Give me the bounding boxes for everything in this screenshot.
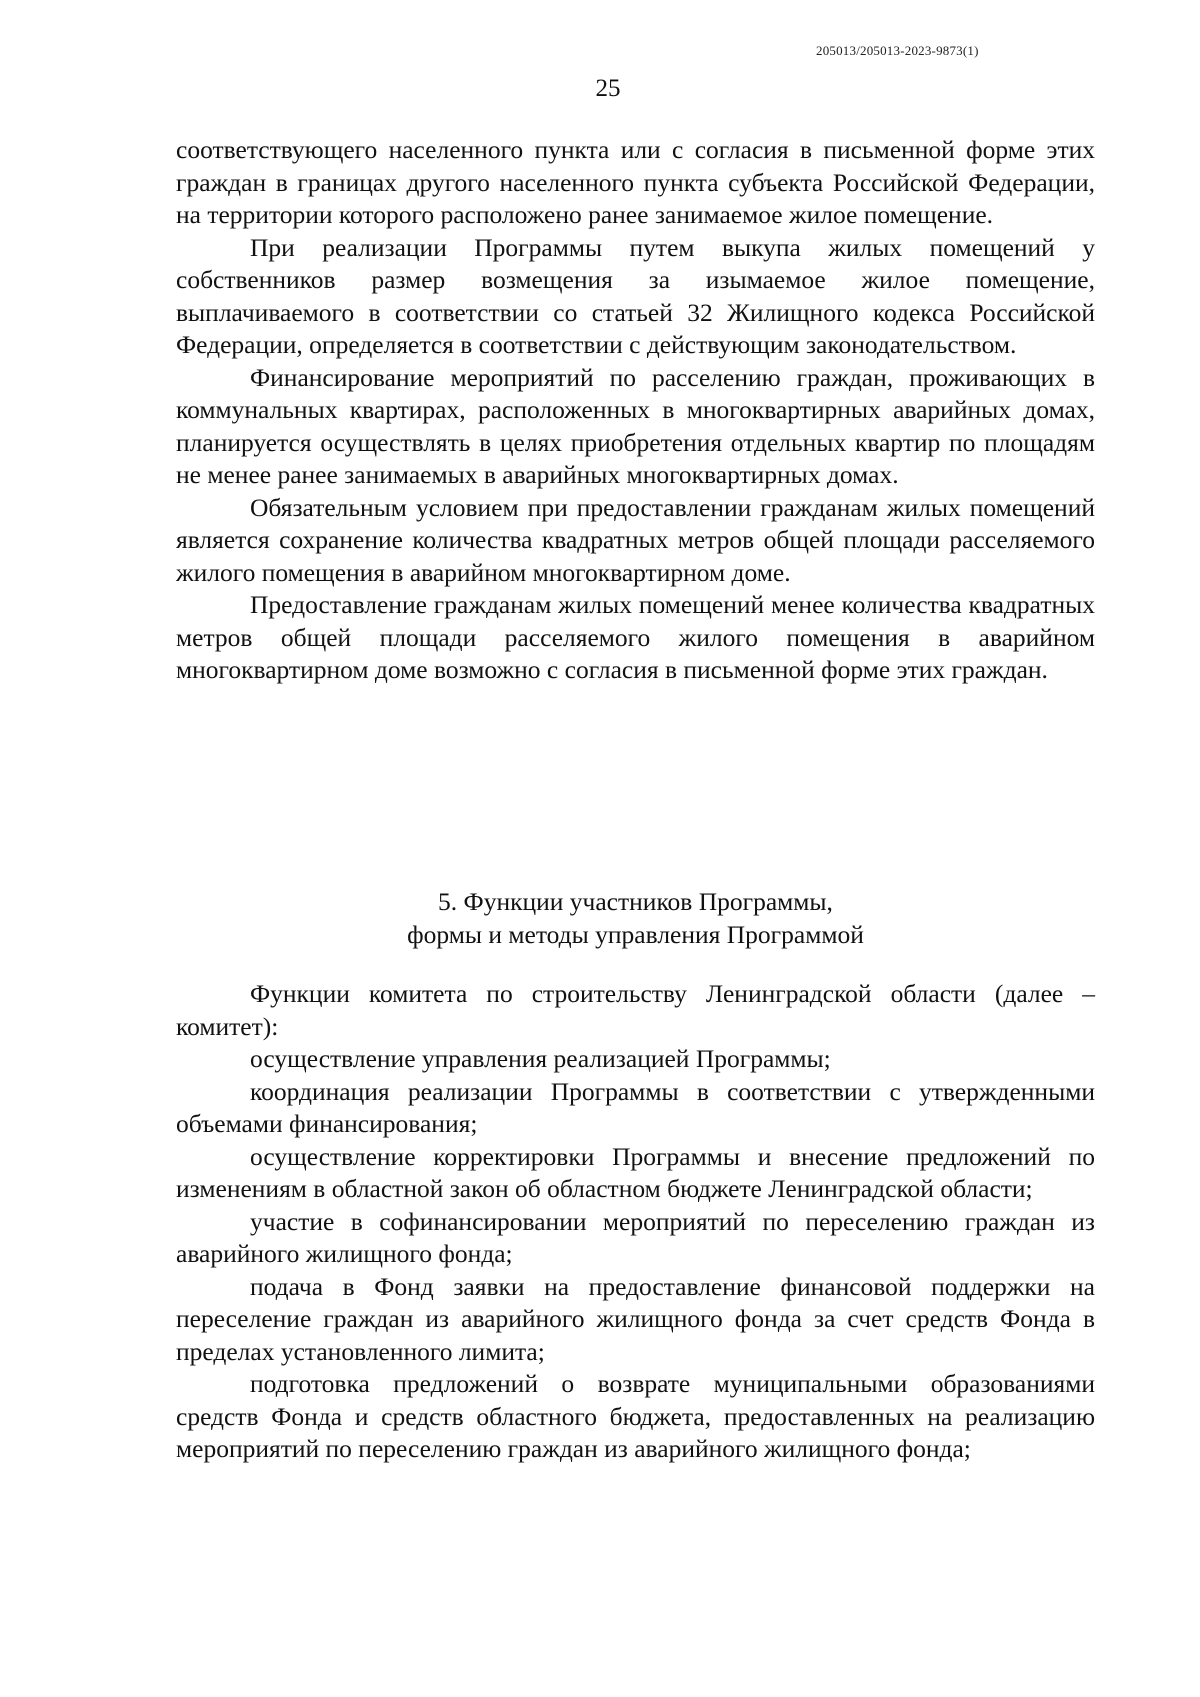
- page-number: 25: [595, 75, 621, 102]
- section-4-continuation: [176, 134, 1095, 687]
- paragraph: соответствующего населенного пункта или с согласия в письменной форме этих граждан в границах другого населенного пункта субъекта Российской Федерации, на территории которого расположено ранее занимаемое жилое помещение.: [176, 135, 1095, 229]
- paragraph: осуществление корректировки Программы и внесение предложений по изменениям в областной закон об областном бюджете Ленинградской области;: [176, 1141, 1095, 1203]
- paragraph: Финансирование мероприятий по расселению граждан, проживающих в коммунальных квартирах, расположенных в многоквартирных аварийных домах, планируется осуществлять в целях приобретения отдельных квартир по площадям не менее ранее занимаемых в аварийных многоквартирных домах.: [176, 362, 1095, 489]
- paragraph: Функции комитета по строительству Ленинградской области (далее – комитет):: [176, 979, 1095, 1041]
- paragraph: подготовка предложений о возврате муниципальными образованиями средств Фонда и средств областного бюджета, предоставленных на реализацию мероприятий по переселению граждан из аварийного жилищного фонда;: [176, 1369, 1095, 1463]
- section-5-heading: [176, 886, 1095, 951]
- paragraph: участие в софинансировании мероприятий по переселению граждан из аварийного жилищного фонда;: [176, 1206, 1095, 1268]
- heading-line: формы и методы управления Программой: [407, 919, 864, 949]
- paragraph: координация реализации Программы в соответствии с утвержденными объемами финансирования;: [176, 1076, 1095, 1138]
- paragraph: осуществление управления реализацией Программы;: [250, 1044, 831, 1073]
- paragraph: подача в Фонд заявки на предоставление финансовой поддержки на переселение граждан из аварийного жилищного фонда за счет средств Фонда в пределах установленного лимита;: [176, 1271, 1095, 1366]
- paragraph: При реализации Программы путем выкупа жилых помещений у собственников размер возмещения за изымаемое жилое помещение, выплачиваемого в соответствии со статьей 32 Жилищного кодекса Российской Федерации, определяется в соответствии с действующим законодательством.: [176, 232, 1095, 359]
- heading-line: 5. Функции участников Программы,: [438, 887, 833, 916]
- paragraph: Предоставление гражданам жилых помещений менее количества квадратных метров общей площади расселяемого жилого помещения в аварийном многоквартирном доме возможно с согласия в письменной форме этих граждан.: [176, 590, 1095, 684]
- section-5-body: [176, 978, 1095, 1466]
- paragraph: Обязательным условием при предоставлении гражданам жилых помещений является сохранение количества квадратных метров общей площади расселяемого жилого помещения в аварийном многоквартирном доме.: [176, 492, 1095, 587]
- document-id: 205013/205013-2023-9873(1): [816, 43, 979, 58]
